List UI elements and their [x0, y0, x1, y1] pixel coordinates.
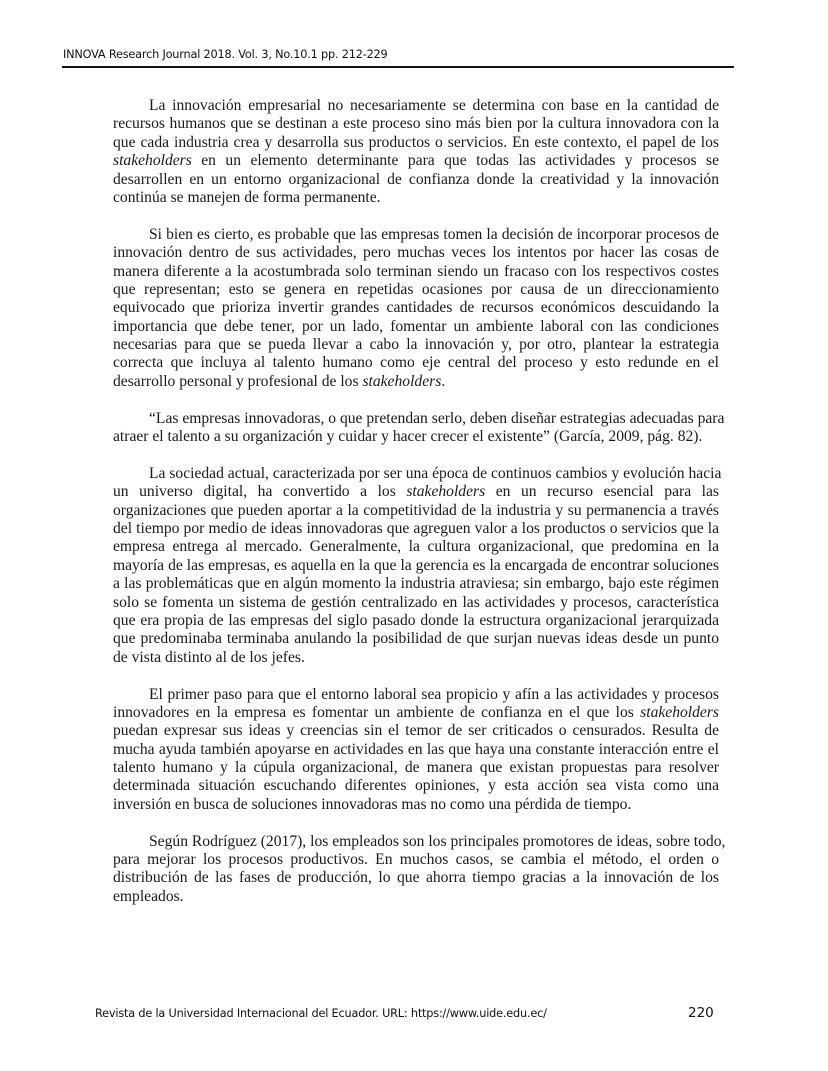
paragraph — [113, 226, 719, 392]
text-segment: talento humano y la cúpula organizacional, de manera que existan propuestas para resolver — [113, 759, 719, 777]
text-segment: a las problemáticas que en algún momento la industria atraviesa; sin embargo, bajo este régimen — [113, 575, 719, 593]
text-segment: solo se fomenta un sistema de gestión centralizado en las actividades y procesos, característica — [113, 593, 719, 611]
text-line — [113, 97, 719, 115]
text-segment: en un elemento determinante para que todas las actividades y procesos se — [191, 152, 719, 170]
text-line — [113, 851, 719, 869]
text-line — [113, 594, 719, 612]
paragraph — [113, 832, 726, 907]
text-line — [113, 171, 719, 189]
text-line — [113, 759, 719, 777]
text-segment: del tiempo por medio de ideas innovadoras que agreguen valor a los productos o servicios que la — [113, 519, 719, 537]
text-line — [113, 796, 719, 814]
page-number: 220 — [688, 1005, 714, 1021]
text-segment: desarrollen en un entorno organizacional de confianza donde la creatividad y la innovación — [113, 170, 719, 188]
text-segment: La sociedad actual, caracterizada por ser una época de continuos cambios y evolución hacia — [149, 464, 722, 482]
text-segment: . — [441, 372, 446, 390]
text-line — [113, 575, 719, 593]
text-segment: de vista distinto al de los jefes. — [113, 648, 305, 666]
text-line — [113, 630, 719, 648]
text-segment: que predominaba terminaba anulando la posibilidad de que surjan nuevas ideas desde un punto — [113, 630, 719, 648]
paragraph — [113, 409, 725, 447]
text-line — [113, 226, 719, 244]
text-segment: recursos humanos que se destinan a este proceso sino más bien por la cultura innovadora con la — [113, 115, 719, 133]
text-line — [113, 134, 719, 152]
italic-term: stakeholders — [113, 152, 192, 170]
text-line — [113, 483, 719, 501]
italic-term: stakeholders — [406, 483, 486, 501]
text-line — [113, 281, 719, 299]
text-line — [113, 741, 719, 759]
body-text — [113, 97, 726, 925]
italic-term: stakeholders — [362, 372, 442, 390]
text-line — [113, 538, 719, 556]
text-line — [113, 152, 719, 170]
italic-term: stakeholders — [640, 703, 719, 721]
text-line — [113, 409, 725, 428]
text-segment: continúa se manejen de forma permanente. — [113, 188, 381, 206]
text-line — [113, 686, 719, 704]
text-line — [113, 520, 719, 538]
text-segment: Según Rodríguez (2017), los empleados son los principales promotores de ideas, sobre todo, — [149, 832, 726, 850]
text-line — [113, 557, 719, 575]
text-line — [113, 888, 719, 906]
text-line — [113, 832, 726, 851]
text-segment: que era propia de las empresas del siglo pasado donde la estructura organizacional jerarquizada — [113, 611, 719, 629]
text-line — [113, 777, 719, 795]
text-line — [113, 318, 719, 336]
text-segment: innovadores en la empresa es fomentar un ambiente de confianza en el que los — [113, 703, 641, 721]
text-segment: desarrollo personal y profesional de los — [113, 372, 363, 390]
text-line — [113, 612, 719, 630]
text-line — [113, 869, 719, 887]
text-segment: que cada industria crea y desarrolla sus productos o servicios. En este contexto, el papel de los — [113, 133, 719, 151]
text-segment: inversión en busca de soluciones innovadoras mas no como una pérdida de tiempo. — [113, 795, 632, 813]
text-segment: importancia que debe tener, por un lado, fomentar un ambiente laboral con las condiciones — [113, 317, 719, 335]
text-segment: El primer paso para que el entorno laboral sea propicio y afín a las actividades y procesos — [149, 685, 719, 703]
text-segment: Si bien es cierto, es probable que las empresas tomen la decisión de incorporar procesos de — [149, 225, 719, 243]
text-line — [113, 263, 719, 281]
text-segment: para mejorar los procesos productivos. En muchos casos, se cambia el método, el orden o — [113, 851, 719, 869]
text-line — [113, 704, 719, 722]
text-segment: determinada situación escuchando diferentes opiniones, y esta acción sea vista como una — [113, 777, 719, 795]
text-line — [113, 464, 722, 483]
text-segment: puedan expresar sus ideas y creencias sin el temor de ser criticados o censurados. Resulta de — [113, 722, 719, 740]
text-segment: equivocado que prioriza invertir grandes cantidades de recursos económicos descuidando la — [113, 299, 719, 317]
header-rule — [62, 66, 734, 68]
text-line — [113, 299, 719, 317]
text-line — [113, 354, 719, 372]
text-segment: que representan; esto se genera en repetidas ocasiones por causa de un direccionamiento — [113, 280, 719, 298]
text-segment: necesarias para que se pueda llevar a cabo la innovación y, por otro, plantear la estrategia — [113, 336, 719, 354]
text-segment: correcta que incluya al talento humano como eje central del proceso y esto redunde en el — [113, 354, 719, 372]
text-segment: mayoría de las empresas, es aquella en la que la gerencia es la encargada de encontrar soluciones — [113, 556, 719, 574]
text-segment: manera diferente a la acostumbrada solo terminan siendo un fracaso con los respectivos costes — [113, 262, 719, 280]
text-line — [113, 373, 719, 391]
paragraph — [113, 464, 722, 667]
paragraph — [113, 97, 719, 207]
text-segment: empleados. — [113, 887, 184, 905]
footer-journal-url: Revista de la Universidad Internacional del Ecuador. URL: https://www.uide.edu.ec/ — [95, 1007, 547, 1020]
text-segment: distribución de las fases de producción, lo que ahorra tiempo gracias a la innovación de los — [113, 869, 719, 887]
text-line — [113, 189, 719, 207]
text-line — [113, 649, 719, 667]
text-line — [113, 336, 719, 354]
text-line — [113, 428, 719, 446]
text-line — [113, 502, 719, 520]
running-header: INNOVA Research Journal 2018. Vol. 3, No.10.1 pp. 212-229 — [63, 48, 388, 61]
text-line — [113, 244, 719, 262]
text-segment: La innovación empresarial no necesariamente se determina con base en la cantidad de — [149, 97, 719, 114]
text-segment: organizaciones que pueden aportar a la competitividad de la industria y su permanencia a través — [113, 501, 719, 519]
paragraph — [113, 686, 719, 815]
text-segment: “Las empresas innovadoras, o que pretendan serlo, deben diseñar estrategias adecuadas para — [149, 409, 725, 427]
text-segment: empresa entrega al mercado. Generalmente, la cultura organizacional, que predomina en la — [113, 538, 719, 556]
text-segment: atraer el talento a su organización y cuidar y hacer crecer el existente” (García, 2009, pág. 82). — [113, 428, 703, 446]
text-line — [113, 722, 719, 740]
text-segment: en un recurso esencial para las — [485, 483, 719, 501]
text-segment: mucha ayuda también apoyarse en actividades en las que haya una constante interacción entre el — [113, 740, 719, 758]
text-line — [113, 115, 719, 133]
text-segment: un universo digital, ha convertido a los — [113, 483, 407, 501]
text-segment: innovación dentro de sus actividades, pero muchas veces los intentos por hacer las cosas de — [113, 244, 719, 262]
